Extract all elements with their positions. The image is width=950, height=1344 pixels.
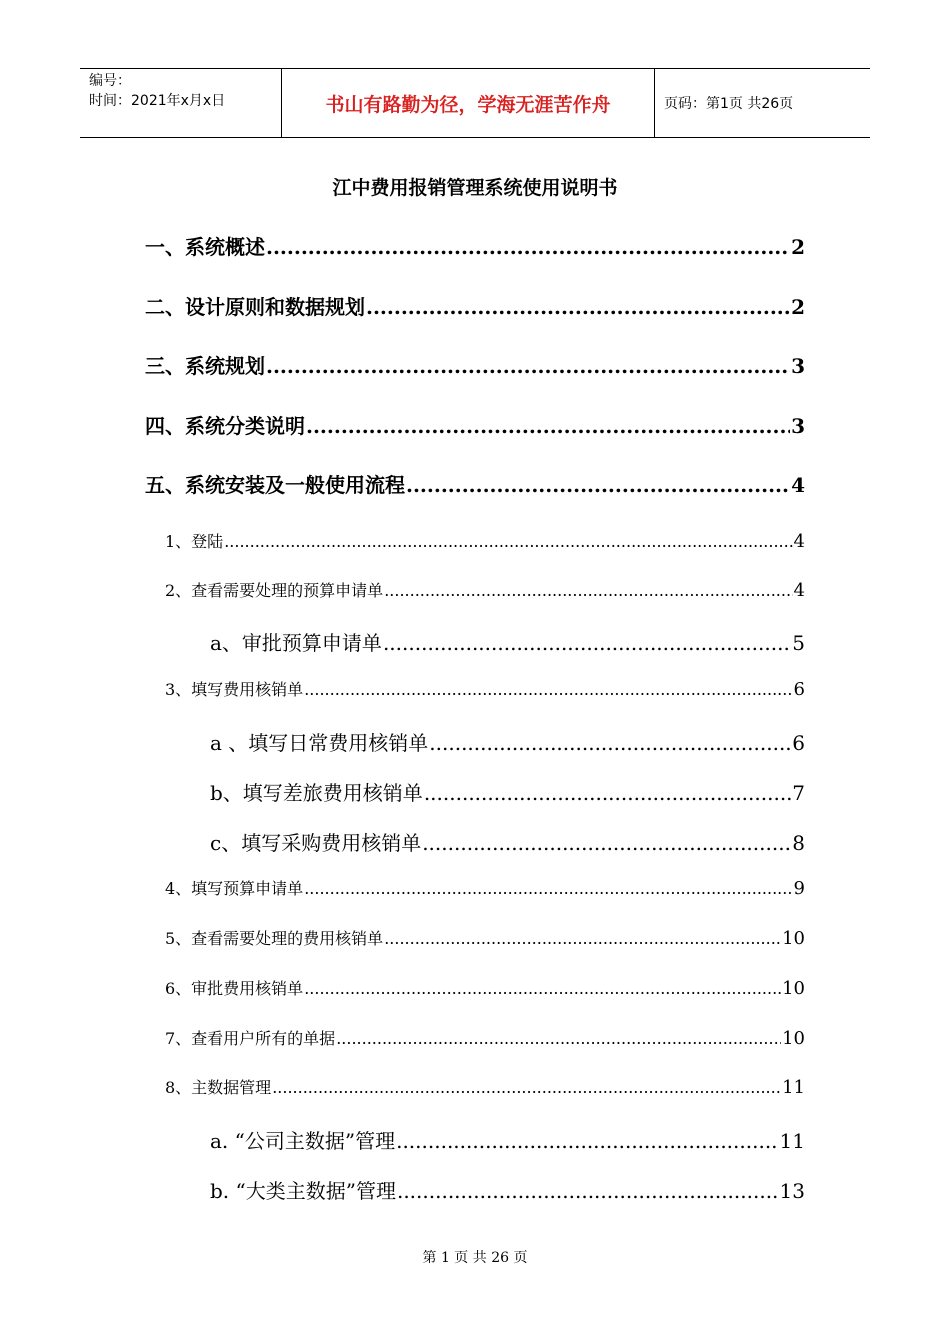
toc-entry[interactable]	[210, 727, 805, 756]
toc-entry-page: 4	[793, 580, 805, 601]
toc-entry-label: 二、设计原则和数据规划	[145, 295, 365, 319]
toc-leader-dots	[224, 532, 792, 551]
toc-entry-label: 1、登陆	[165, 532, 224, 551]
toc-entry[interactable]	[145, 410, 805, 439]
toc-leader-dots	[306, 414, 790, 438]
toc-entry[interactable]	[210, 827, 805, 856]
toc-entry-label: 一、系统概述	[145, 235, 265, 259]
page-footer: 第 1 页 共 26 页	[422, 1250, 528, 1266]
toc-entry-label: a. “公司主数据”管理	[210, 1129, 396, 1153]
toc-leader-dots	[429, 731, 791, 755]
toc-entry-page: 8	[792, 831, 805, 855]
toc-leader-dots	[424, 781, 791, 805]
toc-leader-dots	[366, 295, 790, 319]
toc-entry[interactable]	[145, 350, 805, 379]
toc-leader-dots	[396, 1129, 778, 1153]
toc-leader-dots	[397, 1179, 779, 1203]
toc-entry-page: 5	[792, 631, 805, 655]
toc-entry-page: 2	[791, 235, 805, 259]
toc-leader-dots	[266, 235, 790, 259]
toc-entry[interactable]	[165, 529, 805, 552]
toc-entry[interactable]	[210, 1125, 805, 1154]
toc-entry-label: c、填写采购费用核销单	[210, 831, 422, 855]
toc-entry-page: 4	[791, 473, 805, 497]
toc-leader-dots	[384, 929, 781, 948]
toc-entry[interactable]	[210, 777, 805, 806]
document-title: 江中费用报销管理系统使用说明书	[332, 177, 618, 199]
toc-entry-page: 11	[779, 1129, 805, 1153]
toc-entry-label: b. “大类主数据”管理	[210, 1179, 396, 1203]
toc-entry-label: 四、系统分类说明	[145, 414, 305, 438]
toc-entry-page: 3	[791, 354, 805, 378]
toc-entry-page: 7	[792, 781, 805, 805]
toc-entry-label: 五、系统安装及一般使用流程	[145, 473, 405, 497]
toc-entry-page: 3	[791, 414, 805, 438]
toc-leader-dots	[384, 581, 792, 600]
toc-leader-dots	[383, 631, 791, 655]
toc-entry-label: 7、查看用户所有的单据	[165, 1029, 336, 1048]
toc-entry-label: a、审批预算申请单	[210, 631, 382, 655]
toc-entry-label: 三、系统规划	[145, 354, 265, 378]
toc-entry-page: 6	[792, 731, 805, 755]
toc-entry-label: 3、填写费用核销单	[165, 680, 304, 699]
toc-entry[interactable]	[165, 926, 805, 949]
toc-entry[interactable]	[210, 1175, 805, 1204]
toc-entry-page: 10	[782, 928, 805, 949]
toc-entry-page: 2	[791, 295, 805, 319]
toc-entry-page: 9	[793, 878, 805, 899]
toc-entry[interactable]	[145, 231, 805, 260]
time-label: 时间：2021年x月x日	[89, 93, 226, 109]
toc-entry-page: 6	[793, 679, 805, 700]
toc-entry[interactable]	[145, 469, 805, 498]
toc-leader-dots	[304, 680, 792, 699]
toc-entry-page: 13	[779, 1179, 805, 1203]
toc-entry[interactable]	[165, 876, 805, 899]
toc-leader-dots	[266, 354, 790, 378]
toc-leader-dots	[272, 1078, 781, 1097]
toc-entry-page: 10	[782, 978, 805, 999]
toc-entry[interactable]	[165, 1075, 805, 1098]
toc-entry[interactable]	[165, 578, 805, 601]
toc-entry[interactable]	[165, 976, 805, 999]
toc-entry-label: b、填写差旅费用核销单	[210, 781, 423, 805]
toc-entry-label: 4、填写预算申请单	[165, 879, 304, 898]
toc-entry-label: 5、查看需要处理的费用核销单	[165, 929, 384, 948]
toc-entry-label: 8、主数据管理	[165, 1078, 272, 1097]
toc-leader-dots	[304, 879, 792, 898]
header-page-info: 页码：第1页 共26页	[664, 96, 794, 112]
toc-leader-dots	[336, 1029, 781, 1048]
toc-entry-label: 6、审批费用核销单	[165, 979, 304, 998]
toc-entry[interactable]	[165, 677, 805, 700]
toc-entry-page: 4	[793, 531, 805, 552]
toc-entry[interactable]	[145, 291, 805, 320]
header-motto: 书山有路勤为径，学海无涯苦作舟	[282, 69, 655, 137]
toc-entry[interactable]	[210, 627, 805, 656]
toc-entry-label: a 、填写日常费用核销单	[210, 731, 429, 755]
toc-leader-dots	[406, 473, 790, 497]
toc-leader-dots	[422, 831, 791, 855]
toc-entry-page: 10	[782, 1028, 805, 1049]
toc-entry-page: 11	[782, 1077, 805, 1098]
toc-leader-dots	[304, 979, 781, 998]
toc-entry[interactable]	[165, 1026, 805, 1049]
number-label: 编号：	[89, 73, 131, 89]
toc-entry-label: 2、查看需要处理的预算申请单	[165, 581, 384, 600]
